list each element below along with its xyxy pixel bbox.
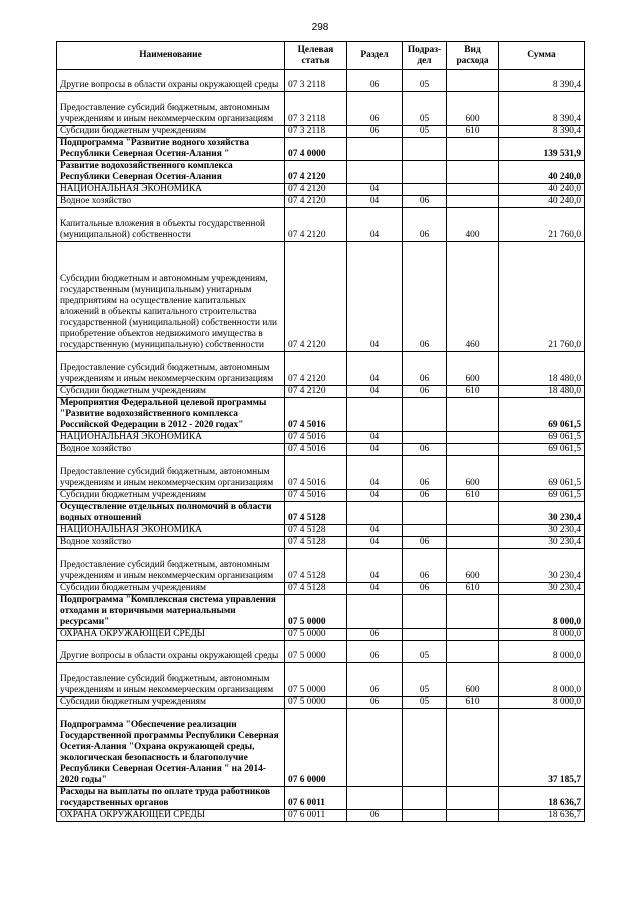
row-expense-type-cell: 600 xyxy=(447,549,499,583)
row-name-cell: Предоставление субсидий бюджетным, автономным учреждениям и иным некоммерческим организациям xyxy=(57,352,285,386)
row-name-cell: Водное хозяйство xyxy=(57,537,285,549)
row-name-cell: Субсидии бюджетным учреждениям xyxy=(57,386,285,398)
header-expense-type: Вид расхода xyxy=(447,42,499,70)
table-row xyxy=(57,787,585,810)
table-row xyxy=(57,525,585,537)
header-target-article: Целевая статья xyxy=(285,42,347,70)
row-sum-cell: 8 000,0 xyxy=(499,641,585,663)
row-target-cell: 07 4 5128 xyxy=(285,537,347,549)
row-name-cell: НАЦИОНАЛЬНАЯ ЭКОНОМИКА xyxy=(57,525,285,537)
row-target-cell: 07 4 5128 xyxy=(285,525,347,537)
row-subsection-cell: 06 xyxy=(403,537,447,549)
row-section-cell xyxy=(347,595,403,629)
row-sum-cell: 69 061,5 xyxy=(499,456,585,490)
header-name: Наименование xyxy=(57,42,285,70)
row-expense-type-cell: 600 xyxy=(447,663,499,697)
row-section-cell xyxy=(347,138,403,161)
row-expense-type-cell xyxy=(447,629,499,641)
row-name-cell: Субсидии бюджетным и автономным учреждениям, государственным (муниципальным) унитарным предприятиям на осуществление капитальных вложений в объекты капитального строительства государственной (муниципальной) собственности или приобретение объектов недвижимого имущества в государственную (муниципальную) собственности xyxy=(57,242,285,352)
row-expense-type-cell xyxy=(447,432,499,444)
row-subsection-cell xyxy=(403,709,447,787)
row-section-cell xyxy=(347,161,403,184)
row-subsection-cell: 06 xyxy=(403,456,447,490)
row-name-cell: Предоставление субсидий бюджетным, автономным учреждениям и иным некоммерческим организациям xyxy=(57,456,285,490)
row-name-cell: Подпрограмма "Комплексная система управления отходами и вторичными материальными ресурсами" xyxy=(57,595,285,629)
row-target-cell: 07 5 0000 xyxy=(285,641,347,663)
row-section-cell: 06 xyxy=(347,810,403,822)
table-row xyxy=(57,126,585,138)
row-expense-type-cell xyxy=(447,184,499,196)
row-section-cell: 04 xyxy=(347,456,403,490)
row-target-cell: 07 6 0011 xyxy=(285,810,347,822)
row-target-cell: 07 4 5016 xyxy=(285,398,347,432)
row-name-cell: Подпрограмма "Развитие водного хозяйства Республики Северная Осетия-Алания " xyxy=(57,138,285,161)
row-expense-type-cell: 600 xyxy=(447,352,499,386)
table-row xyxy=(57,70,585,92)
row-subsection-cell: 05 xyxy=(403,697,447,709)
row-sum-cell: 30 230,4 xyxy=(499,583,585,595)
row-subsection-cell: 06 xyxy=(403,583,447,595)
row-sum-cell: 8 000,0 xyxy=(499,697,585,709)
row-section-cell: 04 xyxy=(347,242,403,352)
row-section-cell: 04 xyxy=(347,184,403,196)
row-name-cell: Капитальные вложения в объекты государственной (муниципальной) собственности xyxy=(57,208,285,242)
row-expense-type-cell xyxy=(447,138,499,161)
row-expense-type-cell xyxy=(447,595,499,629)
row-name-cell: Предоставление субсидий бюджетным, автономным учреждениям и иным некоммерческим организациям xyxy=(57,92,285,126)
table-row xyxy=(57,810,585,822)
row-target-cell: 07 3 2118 xyxy=(285,126,347,138)
row-name-cell: Предоставление субсидий бюджетным, автономным учреждениям и иным некоммерческим организациям xyxy=(57,663,285,697)
row-section-cell: 06 xyxy=(347,697,403,709)
table-row xyxy=(57,490,585,502)
row-name-cell: НАЦИОНАЛЬНАЯ ЭКОНОМИКА xyxy=(57,432,285,444)
row-expense-type-cell: 610 xyxy=(447,697,499,709)
row-section-cell: 04 xyxy=(347,208,403,242)
row-subsection-cell: 06 xyxy=(403,386,447,398)
table-row xyxy=(57,398,585,432)
table-row xyxy=(57,709,585,787)
row-subsection-cell: 05 xyxy=(403,663,447,697)
row-sum-cell: 69 061,5 xyxy=(499,490,585,502)
table-row xyxy=(57,196,585,208)
row-target-cell: 07 4 2120 xyxy=(285,161,347,184)
row-section-cell: 06 xyxy=(347,92,403,126)
row-sum-cell: 30 230,4 xyxy=(499,537,585,549)
row-section-cell: 04 xyxy=(347,525,403,537)
row-target-cell: 07 4 2120 xyxy=(285,184,347,196)
row-target-cell: 07 4 5128 xyxy=(285,549,347,583)
row-expense-type-cell xyxy=(447,787,499,810)
row-expense-type-cell: 610 xyxy=(447,490,499,502)
row-name-cell: Расходы на выплаты по оплате труда работников государственных органов xyxy=(57,787,285,810)
row-subsection-cell: 06 xyxy=(403,242,447,352)
row-target-cell: 07 5 0000 xyxy=(285,663,347,697)
row-sum-cell: 8 390,4 xyxy=(499,92,585,126)
table-row xyxy=(57,386,585,398)
row-expense-type-cell xyxy=(447,502,499,525)
row-subsection-cell xyxy=(403,595,447,629)
row-sum-cell: 40 240,0 xyxy=(499,161,585,184)
row-expense-type-cell xyxy=(447,196,499,208)
row-subsection-cell xyxy=(403,432,447,444)
row-expense-type-cell: 610 xyxy=(447,126,499,138)
table-row xyxy=(57,549,585,583)
row-target-cell: 07 4 5016 xyxy=(285,490,347,502)
row-subsection-cell xyxy=(403,810,447,822)
row-expense-type-cell: 460 xyxy=(447,242,499,352)
row-section-cell xyxy=(347,502,403,525)
row-name-cell: ОХРАНА ОКРУЖАЮЩЕЙ СРЕДЫ xyxy=(57,629,285,641)
table-row xyxy=(57,629,585,641)
row-name-cell: Водное хозяйство xyxy=(57,444,285,456)
row-subsection-cell xyxy=(403,138,447,161)
row-sum-cell: 18 636,7 xyxy=(499,810,585,822)
row-subsection-cell: 05 xyxy=(403,92,447,126)
row-subsection-cell: 05 xyxy=(403,70,447,92)
row-target-cell: 07 4 5128 xyxy=(285,583,347,595)
row-expense-type-cell xyxy=(447,444,499,456)
row-section-cell: 06 xyxy=(347,663,403,697)
row-subsection-cell: 06 xyxy=(403,490,447,502)
row-name-cell: Субсидии бюджетным учреждениям xyxy=(57,490,285,502)
row-expense-type-cell xyxy=(447,537,499,549)
row-sum-cell: 30 230,4 xyxy=(499,502,585,525)
row-section-cell: 04 xyxy=(347,196,403,208)
row-expense-type-cell: 600 xyxy=(447,92,499,126)
row-section-cell: 04 xyxy=(347,537,403,549)
row-sum-cell: 37 185,7 xyxy=(499,709,585,787)
header-subsection: Подраз- дел xyxy=(403,42,447,70)
row-expense-type-cell xyxy=(447,810,499,822)
row-section-cell: 04 xyxy=(347,490,403,502)
row-section-cell: 06 xyxy=(347,629,403,641)
header-section: Раздел xyxy=(347,42,403,70)
row-name-cell: Водное хозяйство xyxy=(57,196,285,208)
row-subsection-cell xyxy=(403,502,447,525)
row-expense-type-cell xyxy=(447,709,499,787)
row-section-cell xyxy=(347,709,403,787)
row-target-cell: 07 4 2120 xyxy=(285,352,347,386)
row-target-cell: 07 5 0000 xyxy=(285,697,347,709)
table-row xyxy=(57,697,585,709)
row-section-cell: 06 xyxy=(347,126,403,138)
row-target-cell: 07 4 2120 xyxy=(285,386,347,398)
row-name-cell: Осуществление отдельных полномочий в области водных отношений xyxy=(57,502,285,525)
budget-table xyxy=(56,41,585,822)
row-target-cell: 07 4 5016 xyxy=(285,456,347,490)
row-name-cell: Подпрограмма "Обеспечение реализации Государственной программы Республики Северная Осетия-Алания "Охрана окружающей среды, экологическая безопасность и благополучие Республики Северная Осетия-Алания " на 2014-2020 годы" xyxy=(57,709,285,787)
row-target-cell: 07 4 2120 xyxy=(285,242,347,352)
table-row xyxy=(57,161,585,184)
row-section-cell: 04 xyxy=(347,386,403,398)
row-expense-type-cell xyxy=(447,641,499,663)
table-row xyxy=(57,138,585,161)
row-sum-cell: 40 240,0 xyxy=(499,196,585,208)
table-header-row xyxy=(57,42,585,70)
row-sum-cell: 69 061,5 xyxy=(499,444,585,456)
row-expense-type-cell xyxy=(447,70,499,92)
row-section-cell xyxy=(347,787,403,810)
row-sum-cell: 8 390,4 xyxy=(499,126,585,138)
row-sum-cell: 8 390,4 xyxy=(499,70,585,92)
row-name-cell: Субсидии бюджетным учреждениям xyxy=(57,126,285,138)
row-sum-cell: 69 061,5 xyxy=(499,398,585,432)
row-sum-cell: 21 760,0 xyxy=(499,242,585,352)
row-subsection-cell xyxy=(403,398,447,432)
row-expense-type-cell: 610 xyxy=(447,386,499,398)
row-subsection-cell xyxy=(403,184,447,196)
table-row xyxy=(57,352,585,386)
page-number: 298 xyxy=(311,22,329,33)
row-subsection-cell xyxy=(403,629,447,641)
row-sum-cell: 8 000,0 xyxy=(499,663,585,697)
row-sum-cell: 18 480,0 xyxy=(499,386,585,398)
row-target-cell: 07 3 2118 xyxy=(285,70,347,92)
row-section-cell: 04 xyxy=(347,549,403,583)
table-row xyxy=(57,92,585,126)
row-sum-cell: 18 636,7 xyxy=(499,787,585,810)
row-name-cell: Развитие водохозяйственного комплекса Республики Северная Осетия-Алания xyxy=(57,161,285,184)
table-row xyxy=(57,432,585,444)
row-name-cell: Субсидии бюджетным учреждениям xyxy=(57,583,285,595)
table-row xyxy=(57,184,585,196)
row-target-cell: 07 6 0011 xyxy=(285,787,347,810)
row-section-cell: 04 xyxy=(347,583,403,595)
row-target-cell: 07 4 2120 xyxy=(285,196,347,208)
row-target-cell: 07 4 2120 xyxy=(285,208,347,242)
table-row xyxy=(57,583,585,595)
table-row xyxy=(57,595,585,629)
row-name-cell: Мероприятия Федеральной целевой программы "Развитие водохозяйственного комплекса Российской Федерации в 2012 - 2020 годах" xyxy=(57,398,285,432)
row-target-cell: 07 4 0000 xyxy=(285,138,347,161)
row-target-cell: 07 4 5128 xyxy=(285,502,347,525)
row-sum-cell: 30 230,4 xyxy=(499,525,585,537)
row-subsection-cell: 06 xyxy=(403,444,447,456)
row-expense-type-cell xyxy=(447,525,499,537)
row-sum-cell: 18 480,0 xyxy=(499,352,585,386)
row-section-cell: 04 xyxy=(347,352,403,386)
row-target-cell: 07 5 0000 xyxy=(285,595,347,629)
row-sum-cell: 139 531,9 xyxy=(499,138,585,161)
row-target-cell: 07 3 2118 xyxy=(285,92,347,126)
row-expense-type-cell: 400 xyxy=(447,208,499,242)
row-name-cell: Другие вопросы в области охраны окружающей среды xyxy=(57,641,285,663)
table-row xyxy=(57,641,585,663)
table-body xyxy=(57,70,585,822)
row-target-cell: 07 4 5016 xyxy=(285,432,347,444)
table-row xyxy=(57,208,585,242)
row-expense-type-cell: 610 xyxy=(447,583,499,595)
table-row xyxy=(57,444,585,456)
row-name-cell: Предоставление субсидий бюджетным, автономным учреждениям и иным некоммерческим организациям xyxy=(57,549,285,583)
row-target-cell: 07 4 5016 xyxy=(285,444,347,456)
row-section-cell: 04 xyxy=(347,432,403,444)
row-expense-type-cell: 600 xyxy=(447,456,499,490)
row-name-cell: Субсидии бюджетным учреждениям xyxy=(57,697,285,709)
row-target-cell: 07 6 0000 xyxy=(285,709,347,787)
row-sum-cell: 30 230,4 xyxy=(499,549,585,583)
row-expense-type-cell xyxy=(447,161,499,184)
row-name-cell: Другие вопросы в области охраны окружающей среды xyxy=(57,70,285,92)
row-sum-cell: 40 240,0 xyxy=(499,184,585,196)
table-row xyxy=(57,537,585,549)
row-subsection-cell: 05 xyxy=(403,641,447,663)
row-section-cell xyxy=(347,398,403,432)
row-target-cell: 07 5 0000 xyxy=(285,629,347,641)
table-row xyxy=(57,242,585,352)
row-sum-cell: 8 000,0 xyxy=(499,595,585,629)
row-subsection-cell: 06 xyxy=(403,549,447,583)
row-subsection-cell: 06 xyxy=(403,196,447,208)
row-subsection-cell xyxy=(403,787,447,810)
row-name-cell: ОХРАНА ОКРУЖАЮЩЕЙ СРЕДЫ xyxy=(57,810,285,822)
row-subsection-cell: 05 xyxy=(403,126,447,138)
table-row xyxy=(57,663,585,697)
row-expense-type-cell xyxy=(447,398,499,432)
row-section-cell: 06 xyxy=(347,641,403,663)
row-sum-cell: 21 760,0 xyxy=(499,208,585,242)
row-subsection-cell: 06 xyxy=(403,352,447,386)
header-sum: Сумма xyxy=(499,42,585,70)
row-subsection-cell: 06 xyxy=(403,208,447,242)
row-sum-cell: 8 000,0 xyxy=(499,629,585,641)
row-section-cell: 06 xyxy=(347,70,403,92)
table-row xyxy=(57,502,585,525)
table-row xyxy=(57,456,585,490)
row-section-cell: 04 xyxy=(347,444,403,456)
row-name-cell: НАЦИОНАЛЬНАЯ ЭКОНОМИКА xyxy=(57,184,285,196)
row-sum-cell: 69 061,5 xyxy=(499,432,585,444)
row-subsection-cell xyxy=(403,525,447,537)
row-subsection-cell xyxy=(403,161,447,184)
